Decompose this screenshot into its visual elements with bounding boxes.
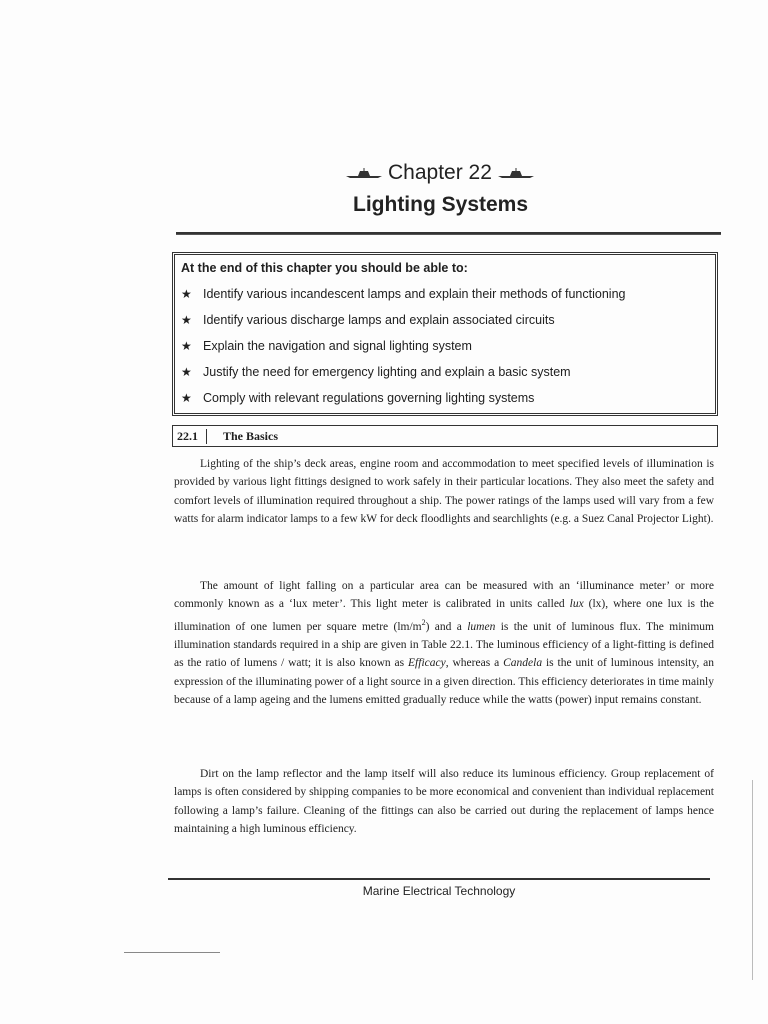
term-lux: lux	[569, 598, 584, 611]
objective-item: ★ Identify various discharge lamps and explain associated circuits	[181, 313, 555, 327]
section-heading	[172, 425, 718, 447]
section-title: The Basics	[223, 429, 279, 443]
chapter-title: Lighting Systems	[353, 193, 529, 216]
section-number: 22.1	[177, 429, 207, 444]
objectives-heading: At the end of this chapter you should be able to:	[181, 261, 468, 275]
star-bullet-icon: ★	[181, 365, 192, 379]
ship-ornament-right-icon	[496, 167, 536, 179]
objective-item: ★ Explain the navigation and signal lighting system	[181, 339, 472, 353]
objective-item: ★ Comply with relevant regulations governing lighting systems	[181, 391, 535, 405]
learning-objectives-box	[172, 252, 718, 416]
paragraph-basics-3: Dirt on the lamp reflector and the lamp itself will also reduce its luminous efficiency. Group replacement of lamps is often considered by shipping companies to be more economical and convenient than individual replacement following a lamp’s failure. Cleaning of the fittings can also be carried out during the replacement of lamps hence maintaining a high luminous efficiency.	[174, 768, 714, 836]
ship-ornament-left-icon	[344, 167, 384, 179]
star-bullet-icon: ★	[181, 339, 192, 353]
star-bullet-icon: ★	[181, 391, 192, 405]
chapter-label-row	[344, 161, 554, 185]
paragraph-basics-1: Lighting of the ship’s deck areas, engine room and accommodation to meet specified levels of illumination is provided by various light fittings designed to work safely in their particular locations. They also meet the safety and comfort levels of illumination required throughout a ship. The power ratings of the lamps used will vary from a few watts for alarm indicator lamps to a few kW for deck floodlights and searchlights (e.g. a Suez Canal Projector Light).	[174, 458, 714, 526]
title-divider	[176, 232, 721, 235]
objective-item: ★ Identify various incandescent lamps and explain their methods of functioning	[181, 287, 626, 301]
page-footer: Marine Electrical Technology	[362, 884, 516, 898]
term-efficacy: Efficacy	[408, 657, 446, 670]
star-bullet-icon: ★	[181, 313, 192, 327]
chapter-number: Chapter 22	[388, 161, 492, 184]
term-candela: Candela	[503, 657, 543, 670]
scan-artifact-edge	[752, 780, 753, 980]
star-bullet-icon: ★	[181, 287, 192, 301]
footer-divider	[168, 878, 710, 880]
paragraph-basics-2: The amount of light falling on a particular area can be measured with an ‘illuminance meter’ or more commonly known as a ‘lux meter’. This light meter is calibrated in units called lux (lx), where one lux is the illumination of one lumen per square metre $(lm/m^2)$ and a lumen is the unit of luminous flux. The minimum illumination standards required in a ship are given in Table 22.1. The luminous efficiency of a light-fitting is defined as the ratio of lumens / watt; it is also known as Efficacy, whereas a Candela is the unit of luminous intensity, an expression of the illuminating power of a light source in a given direction. This efficiency deteriorates in time mainly because of a lamp ageing and the lumens emitted gradually reduce while the watts (power) input remains constant.	[174, 580, 715, 707]
objective-item: ★ Justify the need for emergency lighting and explain a basic system	[181, 365, 571, 379]
term-lumen: lumen	[467, 620, 496, 633]
scan-artifact-line	[124, 952, 220, 953]
